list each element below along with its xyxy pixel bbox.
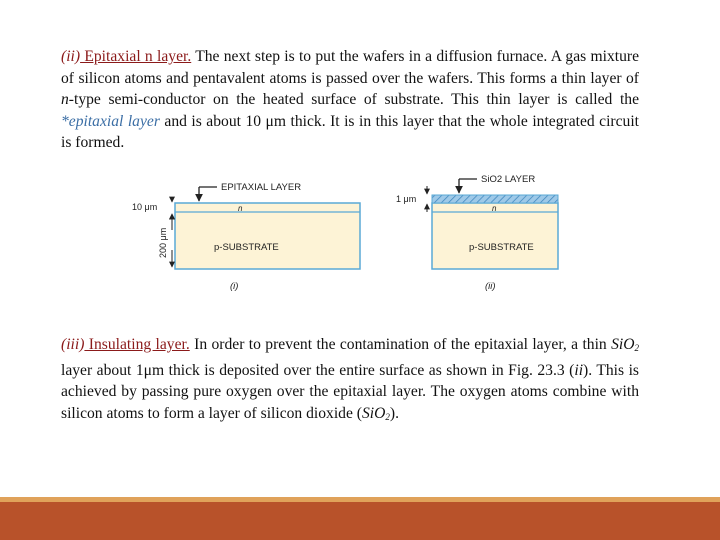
figure-wafer-layers — [120, 170, 580, 300]
thickness-10um: 10 μm — [132, 202, 158, 212]
paragraph-insulating-layer — [61, 334, 639, 428]
figure-reference: ii — [574, 361, 584, 379]
thickness-1um: 1 μm — [396, 194, 417, 204]
substrate-label: p-SUBSTRATE — [214, 242, 279, 253]
body-text: ). — [389, 404, 399, 422]
section-heading: Insulating layer. — [84, 336, 190, 353]
item-number: (ii) — [61, 48, 81, 65]
epitaxial-term: *epitaxial layer — [61, 112, 160, 130]
n-layer-label: n — [238, 204, 243, 213]
italic-n: n — [61, 91, 69, 108]
thickness-200um: 200 μm — [158, 227, 168, 258]
caption-ii: (ii) — [485, 281, 496, 292]
body-text: ). This is achieved by passing pure oxygen over the epitaxial layer. The oxygen atoms combine with silicon atoms to form a layer of silicon dioxide ( — [61, 361, 639, 422]
footer-bar — [0, 497, 720, 540]
figure-svg — [120, 170, 580, 300]
section-heading: Epitaxial n layer. — [80, 48, 192, 65]
body-text: and is about 10 μm thick. It is in this layer that the whole integrated circuit is formed. — [61, 112, 639, 151]
body-text: In order to prevent the contamination of the epitaxial layer, a thin — [189, 336, 612, 353]
sio2-formula: SiO$_2$ — [611, 336, 639, 353]
caption-i: (i) — [230, 281, 239, 292]
body-text: The next step is to put the wafers in a diffusion furnace. A gas mixture of silicon atoms and pentavalent atoms is passed over the wafers. This forms a thin layer of — [61, 48, 639, 87]
n-layer-label: n — [492, 204, 497, 213]
figure-ii — [396, 174, 558, 292]
body-text: -type semi-conductor on the heated surface of substrate. This thin layer is called the — [68, 91, 639, 108]
footer-accent-line — [0, 497, 720, 502]
sio2-formula: SiO$_2$ — [361, 404, 390, 422]
figure-i — [132, 182, 360, 292]
paragraph-epitaxial-layer — [61, 46, 639, 154]
oxide-layer-label: SiO2 LAYER — [481, 174, 536, 185]
substrate-block — [175, 203, 360, 269]
item-number: (iii) — [61, 336, 85, 353]
epitaxial-layer-label: EPITAXIAL LAYER — [221, 182, 302, 193]
body-text: layer about 1μm thick is deposited over the entire surface as shown in Fig. 23.3 ( — [61, 361, 575, 379]
oxide-layer — [432, 195, 558, 203]
substrate-label: p-SUBSTRATE — [469, 242, 534, 253]
